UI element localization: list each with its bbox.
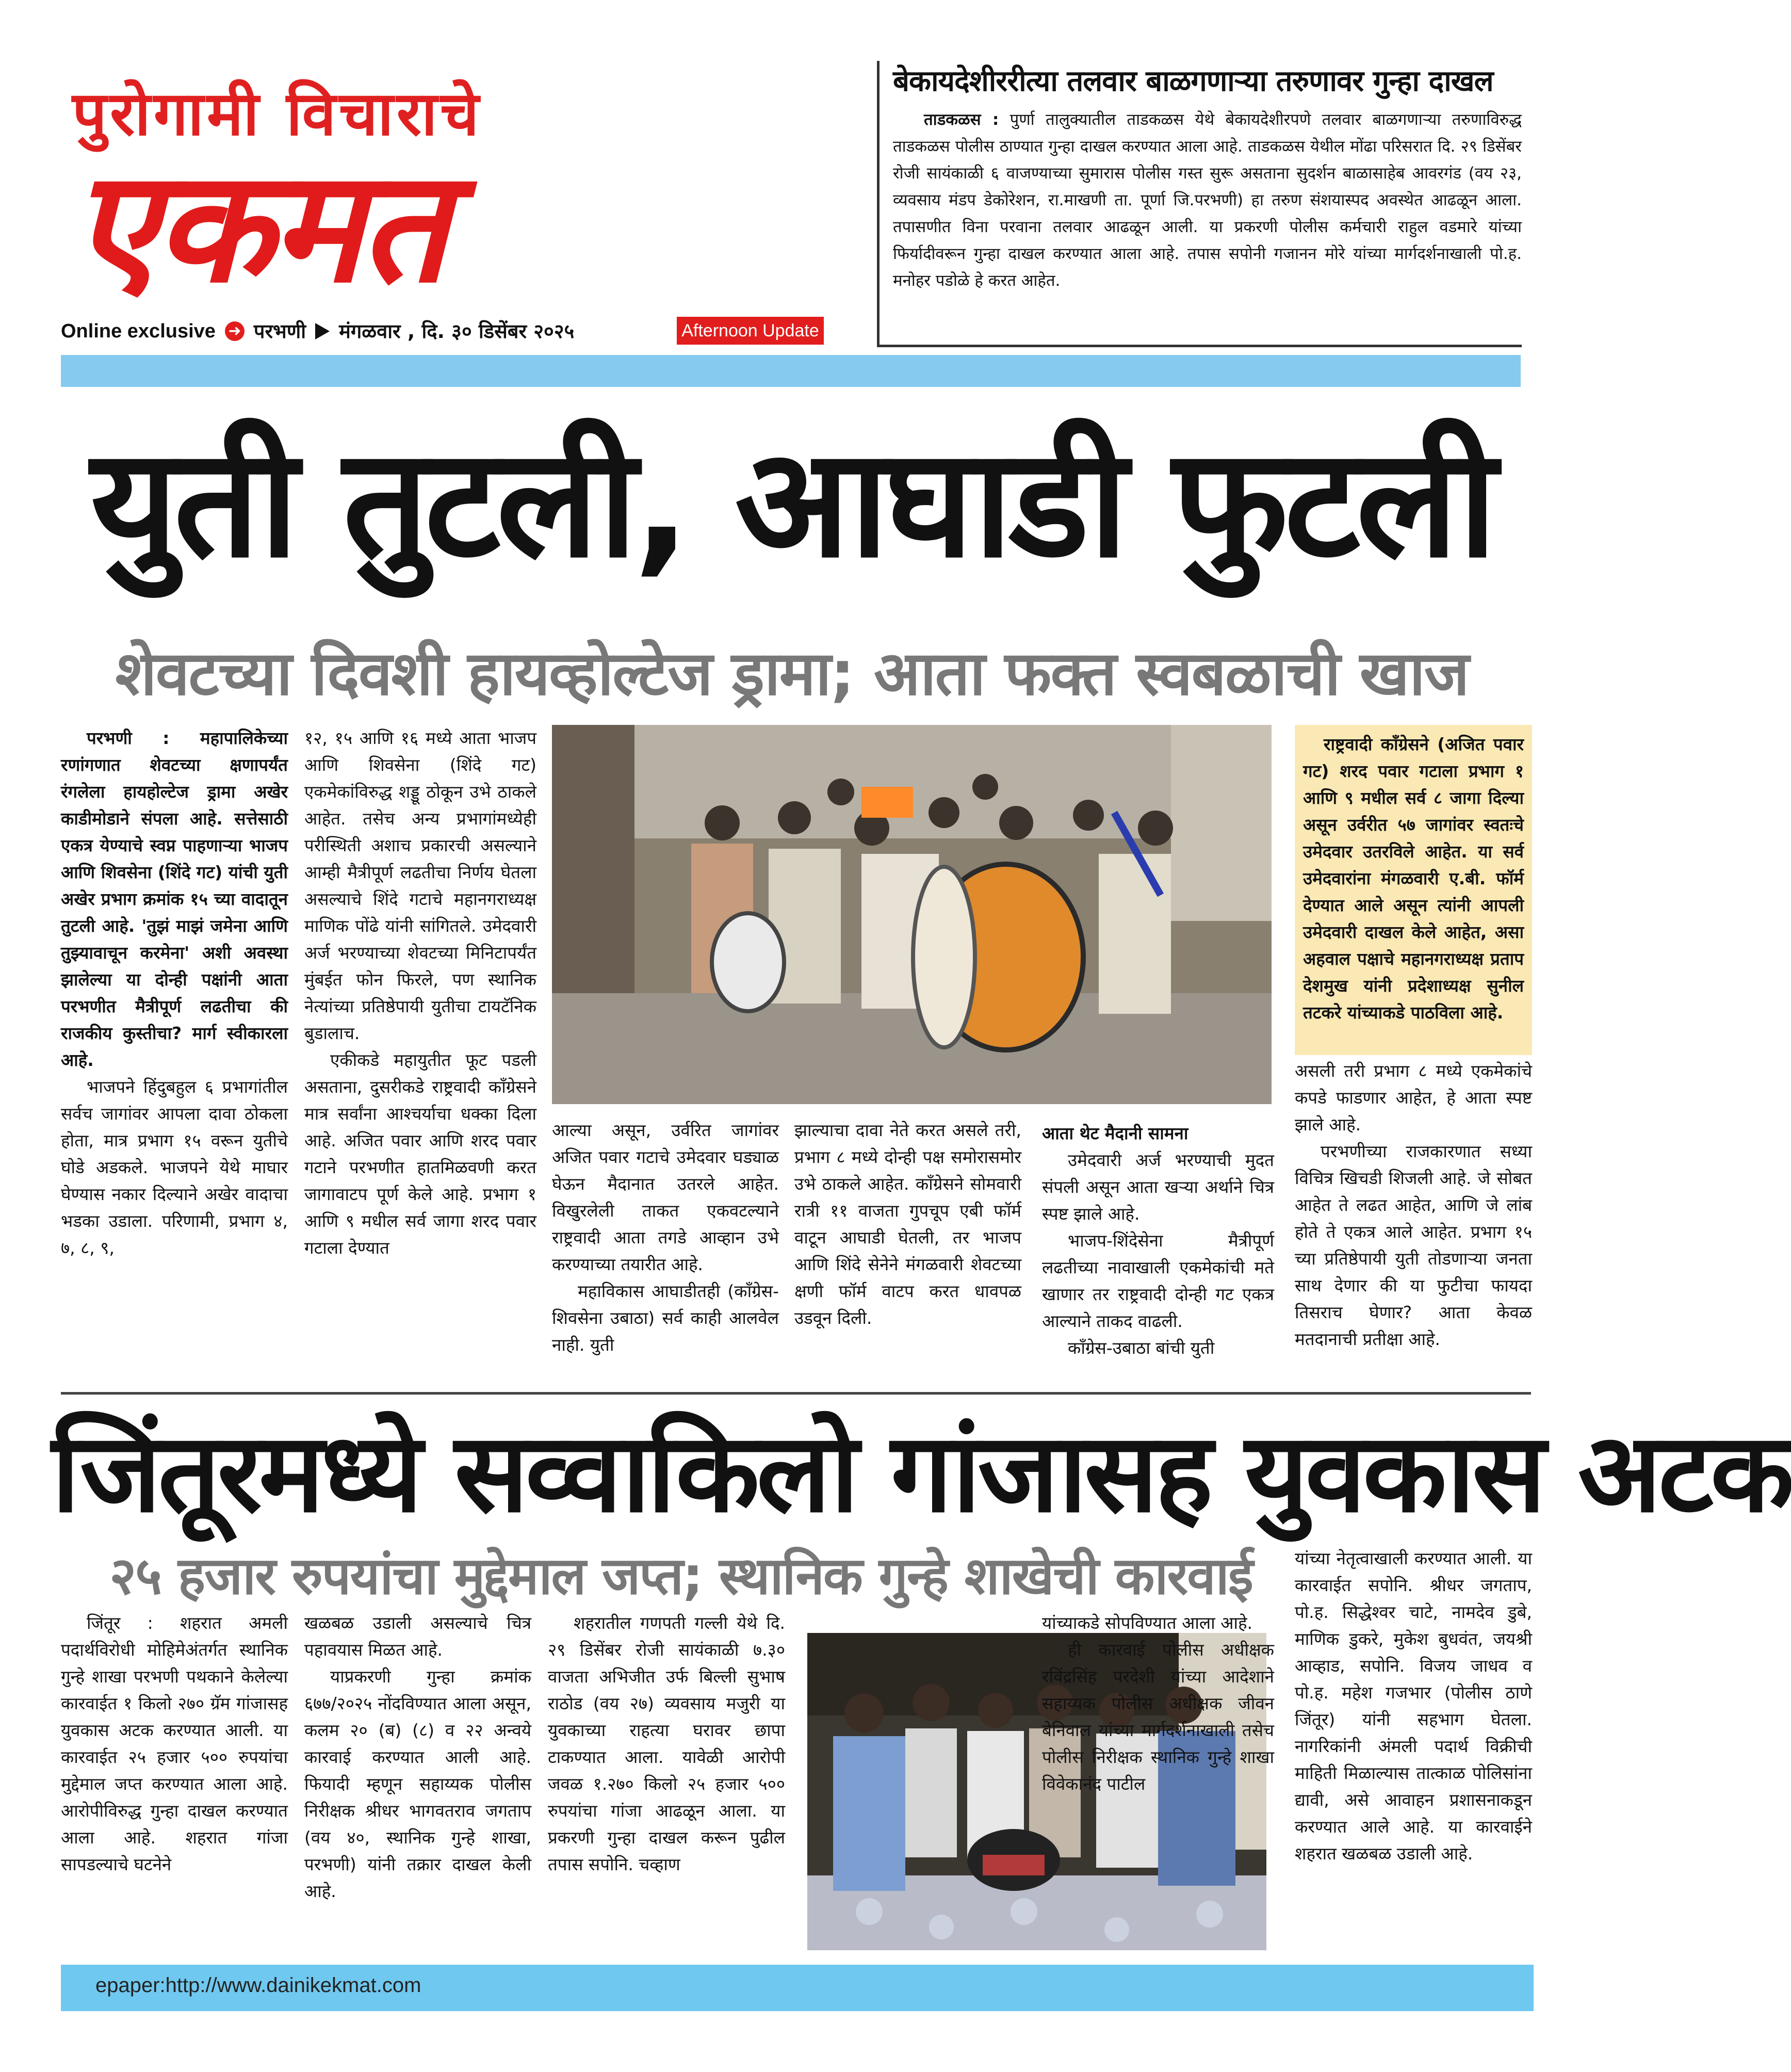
- top-story-body: [893, 106, 1522, 294]
- second-col2-para: खळबळ उडाली असल्याचे चित्र पहावयास मिळत आहे.: [304, 1613, 531, 1660]
- lead-column-2: [304, 725, 536, 1390]
- second-col2-para: याप्रकरणी गुन्हा क्रमांक ६७७/२०२५ नोंदविण्यात आला असून, कलम २० (ब) (८) व २२ अन्वये कारवाई करण्यात आली आहे. फियादी म्हणून सहाय्यक पोलीस निरीक्षक श्रीधर भागवतराव जगताप (वय ४०, स्थानिक गुन्हे शाखा, परभणी) यांनी तक्रार दाखल केली आहे.: [304, 1666, 531, 1901]
- triangle-play-icon: [315, 323, 330, 339]
- lead-col4-para: झाल्याचा दावा नेते करत असले तरी, प्रभाग ८ मध्ये दोन्ही पक्ष समोरासमोर उभे ठाकले आहेत. काँग्रेसने सोमवारी रात्री ११ वाजता गुपचूप एबी फॉर्म वाटून आघाडी घेतली, तर भाजप आणि शिंदे सेनेने मंगळवारी शेवटच्या क्षणी फॉर्म वाटप करत धावपळ उडवून दिली.: [794, 1120, 1021, 1328]
- lead-col5-para: उमेदवारी अर्ज भरण्याची मुदत संपली असून आता खऱ्या अर्थाने चित्र स्पष्ट झाले आहे.: [1042, 1150, 1274, 1224]
- second-column-1: [61, 1610, 288, 1961]
- lead-headline: युती तुटली, आघाडी फुटली: [90, 415, 1493, 591]
- lead-column-6: [1295, 1058, 1532, 1390]
- second-column-3: [548, 1610, 785, 1961]
- online-exclusive-label: Online exclusive: [61, 320, 216, 342]
- afternoon-update-tag: Afternoon Update: [677, 317, 824, 345]
- lead-col6-para: असली तरी प्रभाग ८ मध्ये एकमेकांचे कपडे फाडणार आहेत, हे आता स्पष्ट झाले आहे.: [1295, 1061, 1532, 1135]
- lead-column-1: [61, 725, 288, 1390]
- ncp-info-text: राष्ट्रवादी काँग्रेसने (अजित पवार गट) शरद पवार गटाला प्रभाग १ आणि ९ मधील सर्व ८ जागा दिल्या असून उर्वरीत ५७ जागांवर स्वतःचे उमेदवार उतरविले आहेत. या सर्व उमेदवारांना मंगळवारी ए.बी. फॉर्म देण्यात आले असून त्यांनी आपली उमेदवारी दाखल केले आहेत, असा अहवाल पक्षाचे महानगराध्यक्ष प्रताप देशमुख यांनी प्रदेशाध्यक्ष सुनील तटकरे यांच्याकडे पाठविला आहे.: [1303, 734, 1524, 1023]
- lead-col5-para: भाजप-शिंदेसेना मैत्रीपूर्ण लढतीच्या नावाखाली एकमेकांची मते खाणार तर राष्ट्रवादी दोन्ही गट एकत्र आल्याने ताकद वाढली.: [1042, 1231, 1274, 1331]
- city-label: परभणी: [253, 320, 306, 343]
- masthead-tagline: पुरोगामी विचाराचे: [72, 78, 482, 149]
- lead-col2-para: १२, १५ आणि १६ मध्ये आता भाजप आणि शिवसेना (शिंदे गट) एकमेकांविरुद्ध शड्डू ठोकून उभे ठाकले आहेत. तसेच अन्य प्रभागांमध्येही परीस्थिती अशाच प्रकारची असल्याने आम्ही मैत्रीपूर्ण लढतीचा निर्णय घेतला असल्याचे शिंदे गटाचे महानगराध्यक्ष माणिक पोंढे यांनी सांगितले. उमेदवारी अर्ज भरण्याच्या शेवटच्या मिनिटापर्यंत मुंबईत फोन फिरले, पण स्थानिक नेत्यांच्या प्रतिष्ठेपायी युतीचा टायटॅनिक बुडालाच.: [304, 728, 536, 1043]
- second-col5-para: यांच्या नेतृत्वाखाली करण्यात आली. या कारवाईत सपोनि. श्रीधर जगताप, पो.ह. सिद्धेश्वर चाटे, नामदेव डुबे, माणिक डुकरे, मुकेश बुधवंत, जयश्री आव्हाड, सपोनि. विजय जाधव व पो.ह. महेश गजभार (पोलीस ठाणे जिंतूर) यांनी सहभाग घेतला. नागरिकांनी अंमली पदार्थ विक्रीची माहिती मिळाल्यास तात्काळ पोलिसांना द्यावी, असे आवाहन प्रशासनाकडून करण्यात आले आहे. या कारवाईने शहरात खळबळ उडाली आहे.: [1295, 1548, 1532, 1864]
- date-label: मंगळवार , दि. ३० डिसेंबर २०२५: [339, 320, 575, 343]
- second-column-4: [1042, 1610, 1274, 1961]
- arrow-right-icon: ➜: [225, 321, 245, 341]
- epaper-url[interactable]: epaper:http://www.dainikekmat.com: [95, 1974, 421, 1997]
- header-divider-bar: [61, 355, 1521, 387]
- lead-col5-para: काँग्रेस-उबाठा बांची युती: [1068, 1338, 1215, 1358]
- lead-col2-para: एकीकडे महायुतीत फूट पडली असताना, दुसरीकडे राष्ट्रवादी काँग्रेसने मात्र सर्वांना आश्चर्याचा धक्का दिला आहे. अजित पवार आणि शरद पवार गटाने परभणीत हातमिळवणी करत जागावाटप पूर्ण केले आहे. प्रभाग १ आणि ९ मधील सर्व जागा शरद पवार गटाला देण्यात: [304, 1050, 536, 1258]
- lead-col5-subhead: आता थेट मैदानी सामना: [1042, 1123, 1188, 1143]
- top-story-text: पुर्णा तालुक्यातील ताडकळस येथे बेकायदेशीरपणे तलवार बाळगणाऱ्या तरुणाविरुद्ध ताडकळस पोलीस ठाण्यात गुन्हा दाखल करण्यात आला आहे. ताडकळस येथील मोंढा परिसरात दि. २९ डिसेंबर रोजी सायंकाळी ६ वाजण्याच्या सुमारास पोलीस गस्त सुरू असताना सुदर्शन बाळासाहेब आवरगंड (वय २३, व्यवसाय मंडप डेकोरेशन, रा.माखणी ता. पूर्णा जि.परभणी) हा तरुण संशयास्पद अवस्थेत आढळून आला. तपासणीत विना परवाना तलवार आढळून आली. या प्रकरणी पोलीस कर्मचारी राहुल वडमारे यांच्या फिर्यादीवरून गुन्हा दाखल करण्यात आला आहे. तपास सपोनी गजानन मोरे यांच्या मार्गदर्शनाखाली पो.ह. मनोहर पडोळे हे करत आहेत.: [893, 110, 1522, 290]
- lead-col3-para: महाविकास आघाडीतही (काँग्रेस-शिवसेना उबाठा) सर्व काही आलवेल नाही. युती: [552, 1281, 779, 1355]
- second-col4-para: यांच्याकडे सोपविण्यात आला आहे.: [1042, 1613, 1252, 1633]
- second-headline: जिंतूरमध्ये सव्वाकिलो गांजासह युवकास अटक: [52, 1409, 1791, 1536]
- second-col1-para: जिंतूर : शहरात अमली पदार्थविरोधी मोहिमेअंतर्गत स्थानिक गुन्हे शाखा परभणी पथकाने केलेल्या कारवाईत १ किलो २७० ग्रॅम गांजासह युवकास अटक करण्यात आली. या कारवाईत २५ हजार ५०० रुपयांचा मुद्देमाल जप्त करण्यात आला आहे. आरोपीविरुद्ध गुन्हा दाखल करण्यात आला आहे. शहरात गांजा सापडल्याचे घटनेने: [61, 1613, 288, 1874]
- lead-col6-para: परभणीच्या राजकारणात सध्या विचित्र खिचडी शिजली आहे. जे सोबत आहेत ते लढत आहेत, आणि जे लांब होते ते एकत्र आले आहेत. प्रभाग १५ च्या प्रतिष्ठेपायी युती तोडणाऱ्या जनता साथ देणार की या फुटीचा फायदा तिसराच घेणार? आता केवळ मतदानाची प्रतीक्षा आहे.: [1295, 1141, 1532, 1349]
- second-column-5: [1295, 1545, 1532, 1961]
- masthead-logo: एकमत: [72, 137, 445, 317]
- top-story-headline: बेकायदेशीररीत्या तलवार बाळगणाऱ्या तरुणावर गुन्हा दाखल: [893, 64, 1493, 98]
- lead-column-3: [552, 1117, 779, 1390]
- second-col3-para: शहरातील गणपती गल्ली येथे दि. २९ डिसेंबर रोजी सायंकाळी ७.३० वाजता अभिजीत उर्फ बिल्ली सुभाष राठोड (वय २७) व्यवसाय मजुरी या युवकाच्या राहत्या घरावर छापा टाकण्यात आला. यावेळी आरोपी जवळ १.२७० किलो २५ हजार ५०० रुपयांचा गांजा आढळून आला. या प्रकरणी गुन्हा दाखल करून पुढील तपास सपोनि. चव्हाण: [548, 1613, 785, 1874]
- lead-column-5: [1042, 1117, 1274, 1390]
- lead-col1-para: परभणी : महापालिकेच्या रणांगणात शेवटच्या क्षणापर्यंत रंगलेला हायहोल्टेज ड्रामा अखेर काडीमोडाने संपला आहे. सत्तेसाठी एकत्र येण्याचे स्वप्न पाहणाऱ्या भाजप आणि शिवसेना (शिंदे गट) यांची युती अखेर प्रभाग क्रमांक १५ च्या वादातून तुटली आहे. 'तुझं माझं जमेना आणि तुझ्यावाचून करमेना' अशी अवस्था झालेल्या या दोन्ही पक्षांनी आता परभणीत मैत्रीपूर्ण लढतीचा की राजकीय कुस्तीचा? मार्ग स्वीकारला आहे.: [61, 728, 288, 1070]
- lead-col3-para: आल्या असून, उर्वरित जागांवर अजित पवार गटाचे उमेदवार घड्याळ घेऊन मैदानात उतरले आहेत. विखुरलेली ताकत एकवटल्याने राष्ट्रवादी आता तगडे आव्हान उभे करण्याच्या तयारीत आहे.: [552, 1120, 779, 1274]
- lead-subheadline: शेवटच्या दिवशी हायव्होल्टेज ड्रामा; आता फक्त स्वबळाची खाज: [115, 638, 1469, 709]
- top-story-dateline: ताडकळस :: [924, 110, 999, 129]
- rally-photo: [552, 725, 1272, 1104]
- second-subheadline: २५ हजार रुपयांचा मुद्देमाल जप्त; स्थानिक गुन्हे शाखेची कारवाई: [109, 1546, 1252, 1606]
- second-column-2: [304, 1610, 531, 1961]
- second-col4-para: ही कारवाई पोलीस अधीक्षक रविंद्रसिंह परदेशी यांच्या आदेशाने सहाय्यक पोलीस अधीक्षक जीवन बेनिवाल यांच्या मार्गदर्शनाखाली तसेच पोलीस निरीक्षक स्थानिक गुन्हे शाखा विवेकानंद पाटील: [1042, 1640, 1274, 1794]
- top-story-box: [877, 61, 1522, 347]
- ncp-info-box: [1295, 725, 1532, 1055]
- lead-col1-para: भाजपने हिंदुबहुल ६ प्रभागांतील सर्वच जागांवर आपला दावा ठोकला होता, मात्र प्रभाग १५ वरून युतीचे घोडे अडकले. भाजपने येथे माघार घेण्यास नकार दिल्याने अखेर वादाचा भडका उडाला. परिणामी, प्रभाग ४, ७, ८, ९,: [61, 1077, 288, 1258]
- section-divider: [61, 1392, 1531, 1395]
- lead-column-4: [794, 1117, 1021, 1390]
